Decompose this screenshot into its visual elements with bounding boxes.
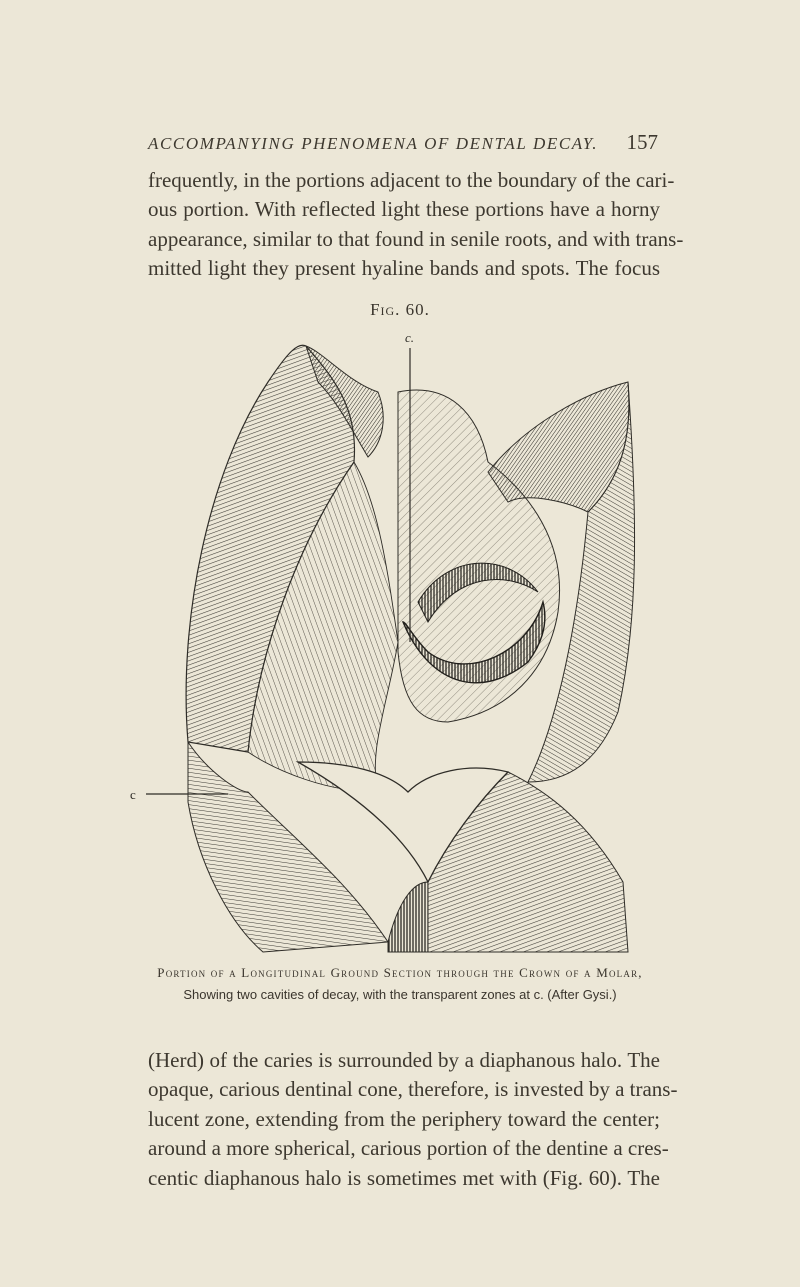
text-line: lucent zone, extending from the periphery toward the center; (148, 1106, 660, 1131)
marker-label-left: c (130, 787, 136, 802)
marker-label-top: c. (405, 330, 415, 345)
page-number: 157 (626, 130, 658, 154)
text-line: mitted light they present hyaline bands and spots. The focus (148, 256, 660, 281)
text-line: around a more spherical, carious portion of the dentine a cres- (148, 1136, 669, 1161)
text-line: ous portion. With reflected light these portions have a horny (148, 197, 660, 222)
figure-caption-title: Portion of a Longitudinal Ground Section through the Crown of a Molar, (157, 965, 643, 980)
paragraph-bottom (148, 1046, 678, 1193)
tooth-section-illustration (130, 322, 658, 962)
text-line: (Herd) of the caries is surrounded by a diaphanous halo. The (148, 1048, 660, 1072)
figure-caption-subtitle: Showing two cavities of decay, with the transparent zones at c. (After Gysi.) (183, 987, 617, 1002)
text-line: centic diaphanous halo is sometimes met with (Fig. 60). The (148, 1165, 660, 1190)
text-line: appearance, similar to that found in senile roots, and with trans- (148, 226, 684, 251)
text-line: frequently, in the portions adjacent to the boundary of the cari- (148, 168, 675, 192)
text-line: opaque, carious dentinal cone, therefore, is invested by a trans- (148, 1077, 678, 1102)
running-head: ACCOMPANYING PHENOMENA OF DENTAL DECAY. (148, 134, 599, 153)
figure-label: Fig. 60. (370, 300, 430, 319)
paragraph-top (148, 166, 684, 284)
page-header (148, 130, 658, 155)
lower-center-dentine (388, 882, 428, 952)
